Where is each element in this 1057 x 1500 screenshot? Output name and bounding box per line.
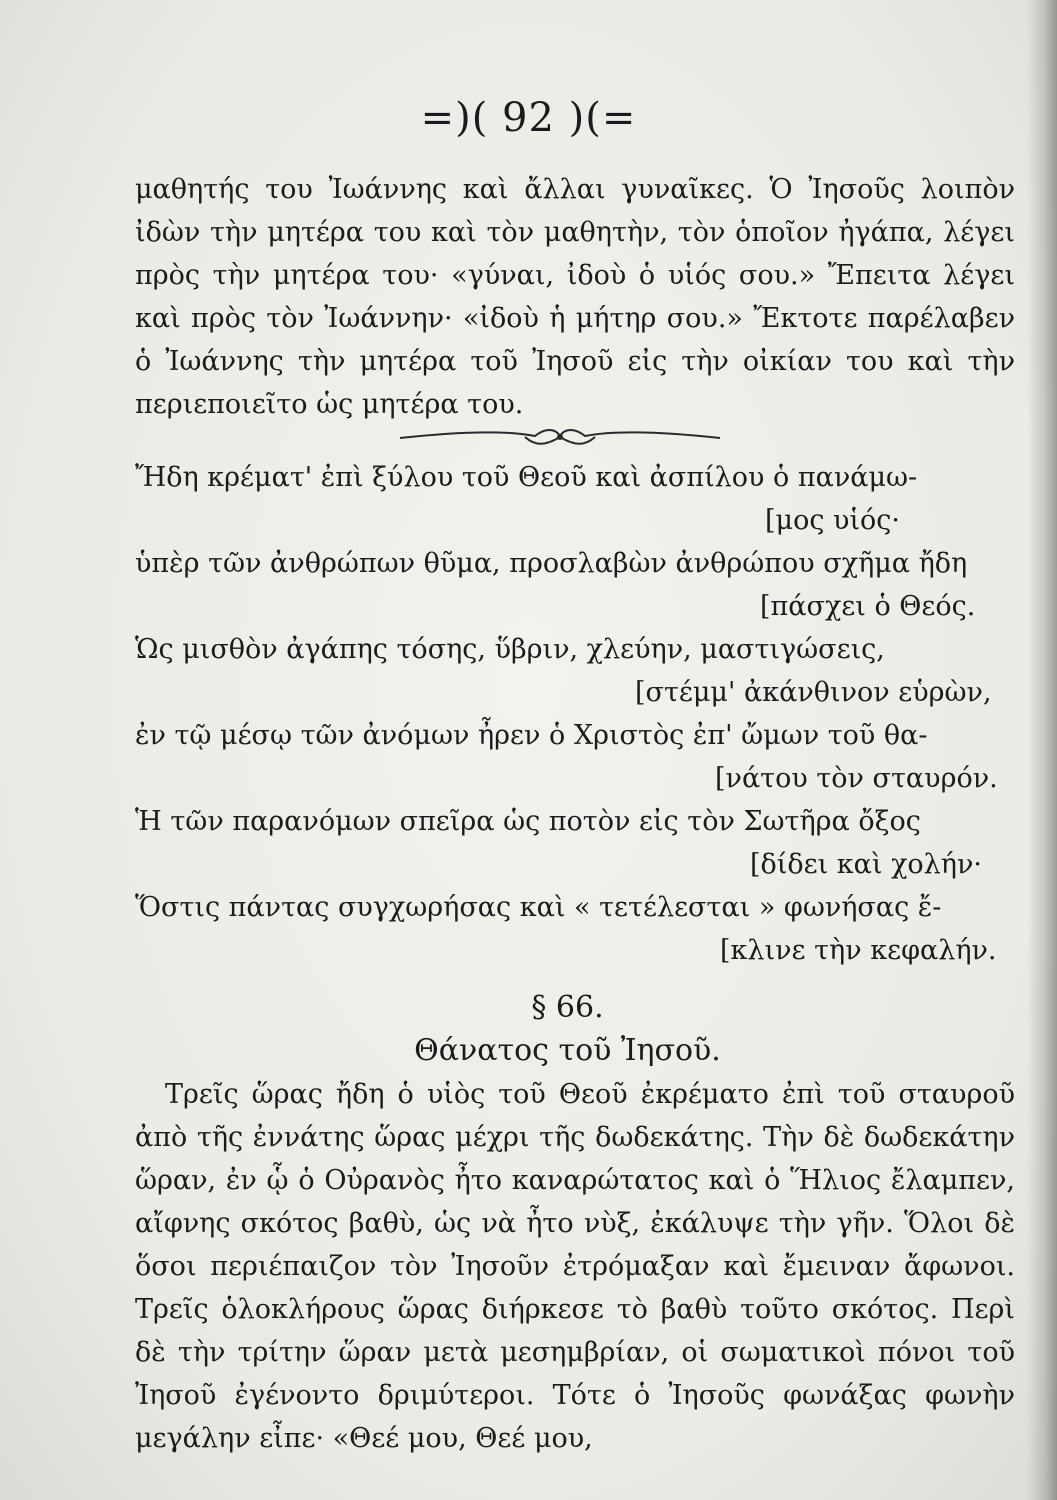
death-text: Τρεῖς ὥρας ἤδη ὁ υἱὸς τοῦ Θεοῦ ἐκρέματο ἐπὶ τοῦ σταυροῦ ἀπὸ τῆς ἐννάτης ὥρας μέχρι τῆς δωδεκάτης. Τὴν δὲ δωδεκάτην ὥραν, ἐν ᾧ ὁ Οὐρανὸς ἦτο καναρώτατος καὶ ὁ Ἥλιος ἔλαμπεν, αἴφνης σκότος βαθὺ, ὡς νὰ ἦτο νὺξ, ἐκάλυψε τὴν γῆν. Ὅλοι δὲ ὅσοι περιέπαιζον τὸν Ἰησοῦν ἐτρόμαξαν καὶ ἔμειναν ἄφωνοι. Τρεῖς ὁλοκλήρους ὥρας διήρκεσε τὸ βαθὺ τοῦτο σκότος. Περὶ δὲ τὴν τρίτην ὥραν μετὰ μεσημβρίαν, οἱ σωματικοὶ πόνοι τοῦ Ἰησοῦ ἐγένοντο δριμύτεροι. Τότε ὁ Ἰησοῦς φωνάξας φωνὴν μεγάλην εἶπε· «Θεέ μου, Θεέ μου, [135,1079,1015,1454]
intro-text: μαθητής του Ἰωάννης καὶ ἄλλαι γυναῖκες. Ὁ Ἰησοῦς λοιπὸν ἰδὼν τὴν μητέρα του καὶ τὸν μαθητὴν, τὸν ὁποῖον ἠγάπα, λέγει πρὸς τὴν μητέρα του· «γύναι, ἰδοὺ ὁ υἱός σου.» Ἔπειτα λέγει καὶ πρὸς τὸν Ἰωάννην· «ἰδοὺ ἡ μήτηρ σου.» Ἔκτοτε παρέλαβεν ὁ Ἰωάννης τὴν μητέρα τοῦ Ἰησοῦ εἰς τὴν οἰκίαν του καὶ τὴν περιεποιεῖτο ὡς μητέρα του. [135,174,1015,420]
hymn-cont-2: [πάσχει ὁ Θεός. [760,591,976,622]
hymn-cont-6: [κλινε τὴν κεφαλήν. [720,935,997,966]
death-paragraph [135,1073,1015,1460]
section-number: § 66. [531,990,604,1025]
hymn-line-6: Ὅστις πάντας συγχωρήσας καὶ « τετέλεσται » φωνήσας ἔ- [135,892,942,923]
section-title: Θάνατος τοῦ Ἰησοῦ. [414,1033,721,1068]
hymn-line-4: ἐν τῷ μέσῳ τῶν ἀνόμων ἦρεν ὁ Χριστὸς ἐπ' ὤμων τοῦ θα- [135,720,928,751]
hymn-cont-1: [μος υἱός· [765,505,900,536]
hymn-cont-4: [νάτου τὸν σταυρόν. [715,763,998,794]
hymn-cont-3: [στέμμ' ἀκάνθινον εὑρὼν, [635,677,992,708]
hymn-line-1: Ἤδη κρέματ' ἐπὶ ξύλου τοῦ Θεοῦ καὶ ἀσπίλου ὁ πανάμω- [135,462,918,493]
book-spine-shadow [1027,0,1057,1500]
hymn-line-5: Ἡ τῶν παρανόμων σπεῖρα ὡς ποτὸν εἰς τὸν Σωτῆρα ὄξος [135,806,921,837]
page-number-header: =)( 92 )(= [420,95,637,141]
hymn-line-2: ὑπὲρ τῶν ἀνθρώπων θῦμα, προσλαβὼν ἀνθρώπου σχῆμα ἤδη [135,548,968,579]
intro-paragraph [135,168,1015,426]
ornament-divider [395,420,725,454]
hymn-cont-5: [δίδει καὶ χολήν· [750,849,982,880]
hymn-line-3: Ὡς μισθὸν ἀγάπης τόσης, ὕβριν, χλεύην, μαστιγώσεις, [135,634,885,665]
